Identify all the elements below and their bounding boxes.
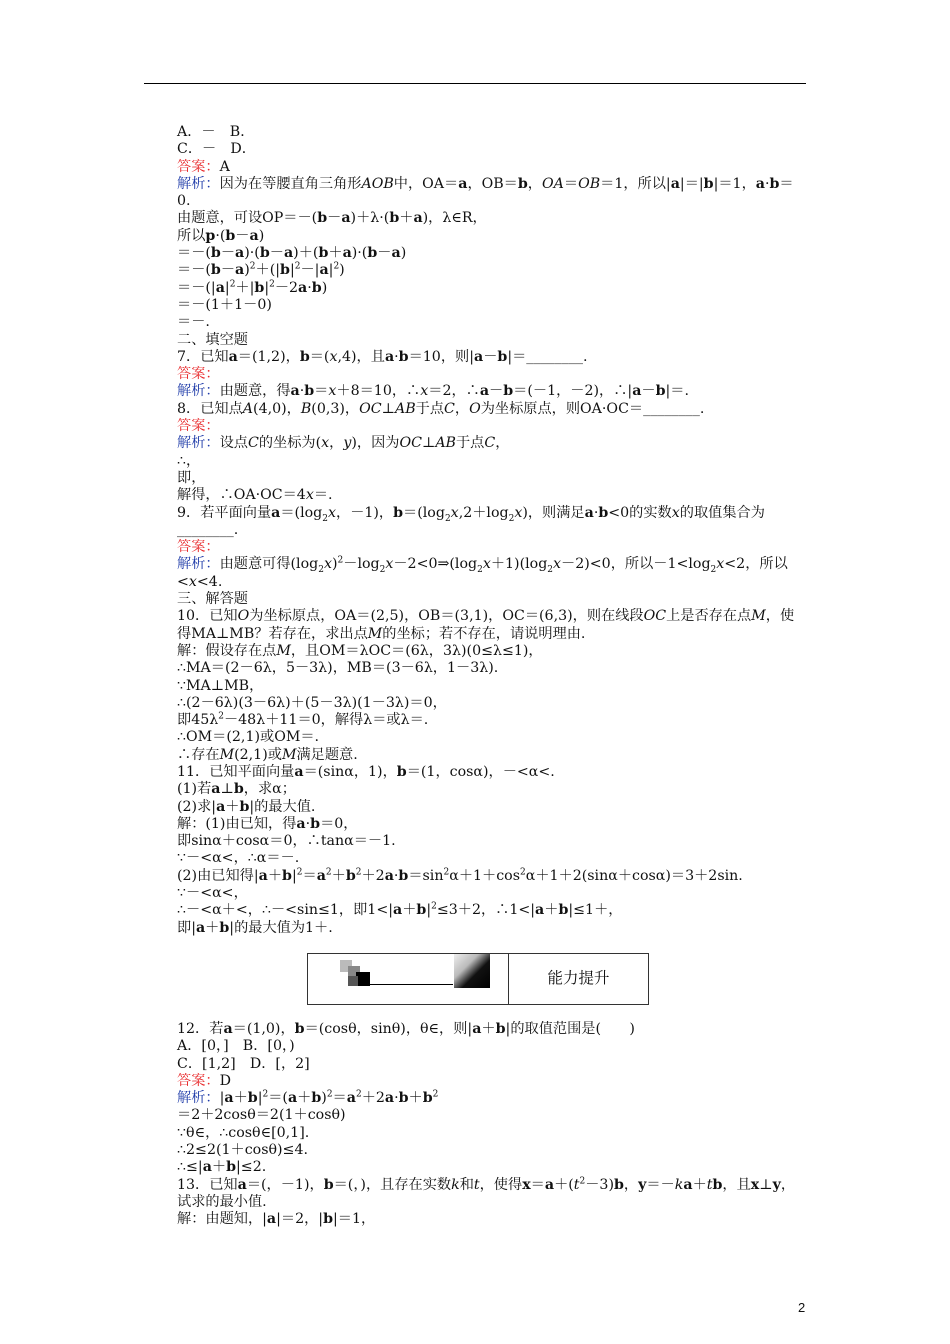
text-line: 8．已知点A(4,0)，B(0,3)，OC⊥AB于点C，O为坐标原点，则OA·OC＝________. [177, 400, 705, 417]
text-line: 答案： [177, 539, 220, 556]
text-line: 10．已知O为坐标原点，OA＝(2,5)，OB＝(3,1)，OC＝(6,3)，则在线段OC上是否存在点M，使得MA⊥MB？若存在，求出点M的坐标；若不存在，请说明理由. [177, 608, 795, 642]
text-block-exercises [145, 124, 807, 937]
text-line: 解：假设存在点M，且OM＝λOC＝(6λ，3λ)(0≤λ≤1)， [177, 642, 543, 659]
text-line: ∵θ∈，∴cosθ∈[0,1]. [177, 1124, 310, 1141]
text-line: 答案： [177, 418, 220, 435]
text-line: 11．已知平面向量a＝(sinα，1)，b＝(1，cosα)，－<α<. [177, 763, 555, 780]
text-line: ＝－. [177, 314, 210, 331]
text-line: A．－ B． [177, 124, 255, 140]
text-line: 13．已知a＝(，－1)，b＝(，)，且存在实数k和t，使得$x=a+(t^2-3)b$，y＝－ka＋tb，且x⊥y，试求的最小值. [177, 1175, 796, 1210]
text-line: $=-(|a|^2+|b|^2-2a\cdot b)$ [177, 278, 328, 296]
text-line: 解析：设点C的坐标为(x，y)，因为OC⊥AB于点C， [177, 435, 510, 452]
text-line: 12．若a＝(1,0)，b＝(cosθ，sinθ)，θ∈，则|a＋b|的取值范围是( ) [177, 1020, 635, 1037]
text-line: 所以p·(b－a) [177, 227, 265, 244]
document-body [145, 124, 807, 1229]
text-line: 答案： [177, 366, 220, 383]
section-banner [307, 953, 649, 1005]
text-line: 即$45\lambda^2-48\lambda+11=0$，解得λ＝或λ＝. [177, 711, 429, 729]
text-line: 答案：D [177, 1072, 231, 1089]
header-rule [144, 83, 806, 84]
text-line: ∴MA＝(2－6λ，5－3λ)，MB＝(3－6λ，1－3λ). [177, 660, 499, 677]
text-line: ∴OM＝(2,1)或OM＝. [177, 729, 320, 746]
text-line: (1)若a⊥b，求α； [177, 781, 296, 798]
text-line: ＝2＋2cosθ＝2(1＋cosθ) [177, 1107, 346, 1124]
banner-decoration [308, 954, 509, 1004]
text-line: 解析：由题意，得a·b＝x＋8＝10，∴x＝2，∴a－b＝(－1，－2)，∴|a－b|＝. [177, 383, 690, 400]
text-line: (2)由已知得$|a+b|^2=a^2+b^2+2a\cdot b=\sin^2\alpha+1+\cos^2\alpha+1+2(\sin\alpha+\cos\alpha)=3+2\sin$. [177, 867, 743, 884]
text-line: $=-(b-a)^2+(|b|^2-|a|^2)$ [177, 261, 345, 279]
text-block-advanced [145, 1021, 807, 1229]
text-line: 解得，∴OA·OC＝4x＝. [177, 487, 333, 504]
text-line: ∴， [177, 452, 201, 469]
text-line: 解：由题知，|a|＝2，|b|＝1， [177, 1211, 376, 1228]
text-line: 9．若平面向量$a=(\log_2x$，－1)，$b=(\log_2x,2+\log_2x)$，则满足a·b<0的实数x的取值集合为________. [177, 504, 765, 538]
text-line: ∴≤|a＋b|≤2. [177, 1159, 267, 1176]
page-number: 2 [798, 1300, 806, 1315]
text-line: 解：(1)由已知，得a·b＝0， [177, 815, 358, 832]
text-line: 解析：$|a+b|^2=(a+b)^2=a^2+2a\cdot b+b^2$ [177, 1089, 439, 1107]
text-line: 三、解答题 [177, 591, 248, 608]
text-line: C．[1,2] D．[，2] [177, 1055, 310, 1072]
text-line: 二、填空题 [177, 331, 248, 348]
text-line: 解析：因为在等腰直角三角形AOB中，OA＝a，OB＝b，OA＝OB＝1，所以|a|＝|b|＝1，a·b＝0. [177, 175, 794, 210]
text-line: ∵－<α<，∴α＝－. [177, 850, 300, 867]
text-line: ∵－<α<， [177, 885, 248, 902]
text-line: ∴－<α＋<，∴－<sin≤1，即$1<|a+b|^2\le 3+2$，∴1<|a＋b|≤1＋， [177, 901, 623, 919]
decor-square-grey-icon [348, 976, 358, 986]
decor-gradient-icon [454, 954, 490, 988]
text-line: 解析：由题意可得$(\log_2x)^2-\log_2x-2<0\Rightarrow(\log_2x+1)(\log_2x-2)<0$，所以$-1<\log_2x<2$，所以<x<4. [177, 555, 788, 590]
text-line: A．[0，] B．[0，) [177, 1038, 295, 1055]
decor-line [368, 984, 453, 985]
banner-label: 能力提升 [547, 969, 610, 988]
text-line: 7．已知a＝(1,2)，b＝(x,4)，且a·b＝10，则|a－b|＝________. [177, 348, 588, 365]
text-line: C．－ D． [177, 141, 256, 158]
text-line: 由题意，可设OP＝－(b－a)＋λ·(b＋a)，λ∈R， [177, 210, 487, 227]
text-line: 即， [177, 469, 206, 486]
text-line: ＝－(b－a)·(b－a)＋(b＋a)·(b－a) [177, 245, 407, 262]
text-line: ∴存在M(2,1)或M满足题意. [177, 746, 358, 763]
text-line: (2)求|a＋b|的最大值. [177, 798, 316, 815]
text-line: ∵MA⊥MB， [177, 677, 264, 694]
text-line: ∴2≤2(1＋cosθ)≤4. [177, 1142, 308, 1159]
text-line: 答案：A [177, 158, 230, 175]
text-line: ∴(2－6λ)(3－6λ)＋(5－3λ)(1－3λ)＝0， [177, 694, 447, 711]
text-line: 即sinα＋cosα＝0，∴tanα＝－1. [177, 833, 396, 850]
text-line: 即|a＋b|的最大值为1＋. [177, 919, 333, 936]
text-line: ＝－(1＋1－0) [177, 296, 272, 313]
